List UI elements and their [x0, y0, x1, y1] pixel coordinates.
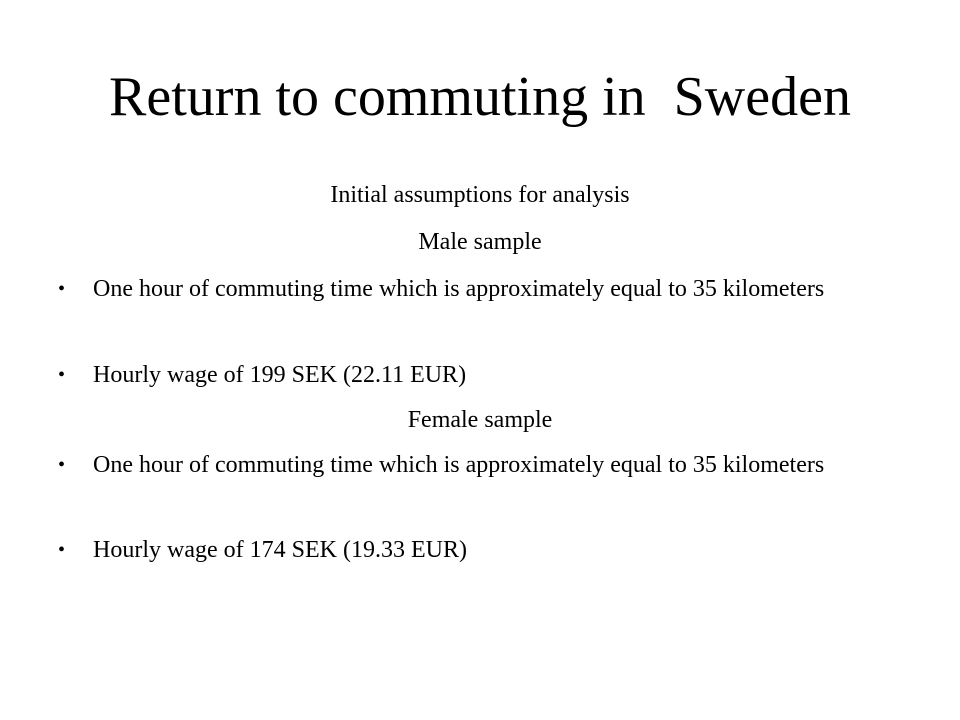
- slide-title: Return to commuting in Sweden: [109, 66, 851, 128]
- bullet-text: Hourly wage of 174 SEK (19.33 EUR): [93, 537, 467, 563]
- bullet-text: One hour of commuting time which is approximately equal to 35 kilometers: [93, 452, 825, 478]
- bullet-item-female-commute: [58, 450, 898, 480]
- bullet-dot-icon: •: [58, 454, 66, 476]
- bullet-text: Hourly wage of 199 SEK (22.11 EUR): [93, 362, 467, 388]
- bullet-dot-icon: •: [58, 539, 66, 561]
- bullet-text: One hour of commuting time which is approximately equal to 35 kilometers: [93, 276, 825, 302]
- bullet-item-male-commute: [58, 274, 898, 304]
- bullet-item-male-wage: [58, 360, 898, 390]
- slide-subtitle: Initial assumptions for analysis: [330, 182, 630, 208]
- section-heading-female: Female sample: [407, 407, 553, 433]
- bullet-dot-icon: •: [58, 364, 66, 386]
- section-heading-male: Male sample: [418, 229, 542, 255]
- bullet-dot-icon: •: [58, 278, 66, 300]
- bullet-item-female-wage: [58, 535, 898, 565]
